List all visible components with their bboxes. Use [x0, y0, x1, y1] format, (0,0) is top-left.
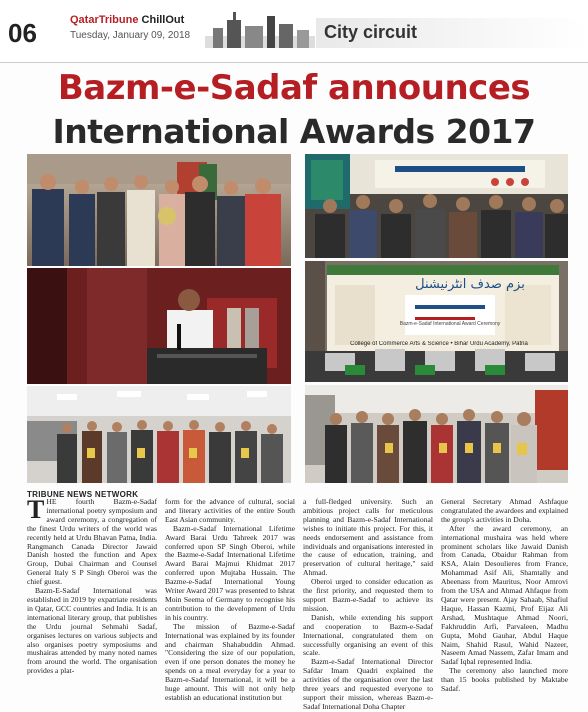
article-column-2	[165, 498, 295, 703]
column-4-paragraph-3: The ceremony also launched more than 15 books published by Maktabe Sadaf.	[441, 666, 568, 694]
column-4-paragraph-1: General Secretary Ahmad Ashfaque congratulated the awardees and explained the group's activities in Doha.	[441, 497, 568, 524]
article-column-4	[441, 498, 568, 694]
photo-speaker-podium	[27, 268, 291, 384]
column-3-paragraph-4: Bazm-e-Sadaf International Director Safdar Imam Quadri explained the activities of the organisation over the last three years and requested everyone to support their mission, whereas Bazm-e-Sadaf International Doha Chapter	[303, 657, 433, 711]
photo-book-launch-group	[27, 386, 291, 483]
publication-brand	[70, 14, 184, 26]
photo-stage-banner	[305, 261, 568, 382]
column-1-paragraph-1	[27, 495, 157, 587]
section-banner	[316, 18, 588, 48]
brand-qatar-tribune: QatarTribune	[70, 14, 139, 26]
issue-date: Tuesday, January 09, 2018	[70, 30, 191, 41]
banner-urdu-text: بزم صدف انٹرنیشنل	[415, 277, 525, 292]
brand-chillout: ChillOut	[141, 14, 185, 26]
headline-line-1: Bazm-e-Sadaf announces	[57, 68, 531, 108]
column-1-paragraph-1-text: HE fourth Bazm-e-Sadaf international poetry symposium and award ceremony, a congregation of the finest Urdu writers of the world was recently held at Urdu Bhavan Patna, India. Rangmanch Canada Director Jawaid Danish hosted the function and Apex Group, Dubai Chairman and Counsel General Italy S P Singh Oberoi was the chief guest.	[27, 497, 157, 587]
section-title: City circuit	[324, 22, 418, 42]
photo-awardees-group	[305, 385, 568, 483]
column-3-paragraph-1: a full-fledged university. Such an ambitious project calls for meticulous planning and Bazm-e-Sadaf International wishes to initiate this project. For this, it needs endorsement and assistance from individuals and organisations interested in the cause of education, training, and preservation of cultural heritage," said Ahmad.	[303, 497, 433, 578]
banner-small-text: Bazm-e-Sadaf International Award Ceremony	[399, 321, 501, 327]
column-2-paragraph-3: The mission of Bazme-e-Sadaf International was explained by its founder and chairman Shahabuddin Ahmad. "Considering the size of our population, even if one person donates the money he spends on a meal everyday for a year to Bazm-e-Sadaf International, it will be a huge amount. This will not only help establish an educational institution but	[165, 621, 295, 702]
article-column-1	[27, 495, 157, 676]
column-2-paragraph-2: Bazm-e-Sadaf International Lifetime Award Barai Urdu Tahreek 2017 was conferred upon SP Singh Oberoi, while the Bazme-e-Sadaf International Lifetime Award Barai Majmui Khidmat 2017 conferred upon Mujtaba Hussain. The Bazme-e-Sadaf International Young Writer Award 2017 was presented to Ishrat Moin Seema of Germany to recognise his contribution to the development of Urdu in his country.	[165, 523, 295, 622]
column-4-paragraph-2: After the award ceremony, an international mushaira was held where prominent scholars like Jawaid Danish from Canada, Obaidur Rahman from KSA, Alain Desoulieres from France, Mohammad Asif Ali, Shamtally and Abeenass from Mauritus, Noor Amrovi from the USA and Ahmad Ahfaque from Qatar were present. Ajay Sahaab, Shafiul Haque, Hassan Kazmi, Prof Eijaz Ali Arshad, Mushtaque Ahmad Noori, Fakhruddin Arfi, Parvaleen, Madhu Gupta, Mohd Gauhar, Abdul Haque Naim, Shahid Rasul, Wahid Nazeer, Naseem Amad Nassem, Zafar Imam and Sadaf Iqbal represented India.	[441, 523, 568, 667]
byline: TRIBUNE NEWS NETWORK	[27, 490, 139, 499]
article-column-3	[303, 498, 433, 712]
column-3-paragraph-3: Danish, while extending his support and cooperation to Bazm-e-Sadaf International, congratulated them on successfully organising an event of this scale.	[303, 612, 433, 658]
skyline-graphic	[205, 6, 315, 48]
banner-subtitle-text: College of Commerce Arts & Science • Bihar Urdu Academy, Patna	[350, 341, 528, 347]
drop-cap: T	[27, 495, 45, 524]
column-2-paragraph-1: form for the advance of cultural, social and literary activities of the entire South East Asian community.	[165, 497, 295, 524]
page-number: 06	[8, 18, 37, 48]
headline-line-2: International Awards 2017	[52, 112, 536, 151]
photo-award-presentation	[27, 154, 291, 266]
column-3-paragraph-2: Oberoi urged to consider education as the first priority, and requested them to support Bazm-e-Sadaf to achieve its mission.	[303, 577, 433, 613]
page-header	[0, 0, 588, 63]
photo-audience	[305, 154, 568, 258]
column-1-paragraph-2: Bazm-E-Sadaf International was established in 2019 by expatriate residents in Qatar, GCC countries and India. It is an international literary group, that publishes the Urdu journal Sehmahi Sadaf, organises lectures on various subjects and also organises poetry symposiums and mushairas attended by many noted names from around the world. The organisation provides a plat-	[27, 586, 157, 676]
